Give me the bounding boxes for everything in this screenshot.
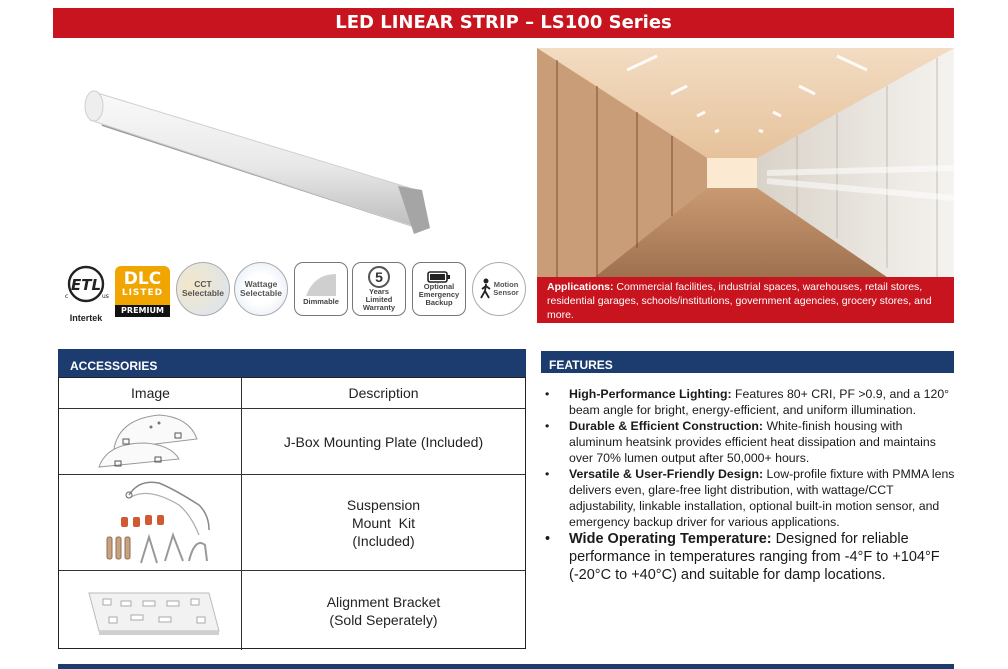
bullet-icon: • <box>545 531 551 547</box>
wattage-selectable-badge <box>234 262 288 316</box>
suspension-kit-line2: Mount Kit <box>351 514 415 531</box>
product-image <box>80 78 460 248</box>
suspension-kit-description <box>242 475 525 570</box>
column-header-image: Image <box>131 385 170 401</box>
feature-item <box>545 466 955 530</box>
dimmable-badge <box>294 262 348 316</box>
feature-text: Designed for reliable performance in temperatures ranging from -4°F to +104°F (-20°C to +40°C) and suitable for damp locations. <box>569 531 940 583</box>
features-list <box>545 386 955 584</box>
wattage-selectable-label: Selectable <box>239 288 283 298</box>
table-row <box>59 474 525 570</box>
motion-label: Motion <box>493 279 519 289</box>
feature-title: Durable & Efficient Construction: <box>569 419 764 433</box>
badge-row <box>60 262 530 322</box>
backup-line2: Emergency <box>418 290 460 300</box>
backup-line3: Backup <box>425 297 453 307</box>
feature-title: Wide Operating Temperature: <box>569 531 772 547</box>
alignment-bracket-description <box>242 571 525 650</box>
bullet-icon: • <box>545 387 550 401</box>
svg-text:ETL: ETL <box>70 276 102 294</box>
suspension-kit-line3: (Included) <box>352 532 415 549</box>
feature-text: Low-profile fixture with PMMA lens delivers even, glare-free light distribution, with wattage/CCT adjustability, linkable installation, optional built-in motion sensor, and emergency backup driver for various applications. <box>569 467 955 529</box>
suspension-kit-line1: Suspension <box>346 496 421 513</box>
wattage-label: Wattage <box>244 278 278 289</box>
dlc-listed-text: LISTED <box>121 288 164 298</box>
dlc-premium-text: PREMIUM <box>115 305 170 317</box>
bottom-divider <box>58 664 954 669</box>
walking-person-icon <box>479 278 493 300</box>
accessories-header-row <box>59 378 525 408</box>
jbox-plate-description: J-Box Mounting Plate (Included) <box>283 433 484 450</box>
warranty-line3: Warranty <box>362 302 396 312</box>
table-row <box>59 570 525 650</box>
cct-label: CCT <box>194 278 212 289</box>
warranty-badge <box>352 262 406 316</box>
column-header-description: Description <box>348 385 419 401</box>
application-photo <box>537 48 954 323</box>
suspension-kit-image <box>59 475 242 570</box>
dlc-text: DLC <box>123 269 162 289</box>
alignment-bracket-line1: Alignment Bracket <box>326 593 441 610</box>
warranty-years-number: 5 <box>368 266 390 288</box>
etl-us-mark: us <box>102 293 109 300</box>
features-heading: FEATURES <box>541 351 954 373</box>
feature-item <box>545 418 955 466</box>
backup-line1: Optional <box>423 282 455 292</box>
applications-label: Applications: <box>547 281 614 293</box>
accessories-table <box>58 377 526 649</box>
sensor-label: Sensor <box>493 288 519 297</box>
feature-item <box>545 386 955 418</box>
intertek-label: Intertek <box>69 313 103 323</box>
motion-sensor-badge <box>472 262 526 316</box>
warranty-line1: Years <box>368 287 390 297</box>
etl-c-mark: c <box>65 293 69 300</box>
dimmable-label: Dimmable <box>303 297 339 307</box>
feature-title: High-Performance Lighting: <box>569 387 732 401</box>
feature-text: Features 80+ CRI, PF >0.9, and a 120° beam angle for bright, energy-efficient, and uniform illumination. <box>569 387 950 417</box>
alignment-bracket-image <box>59 571 242 650</box>
alignment-bracket-line2: (Sold Seperately) <box>329 611 438 628</box>
bullet-icon: • <box>545 467 550 481</box>
cct-selectable-label: Selectable <box>181 288 225 298</box>
etl-badge <box>60 264 112 323</box>
feature-text: White-finish housing with aluminum heatsink provides efficient heat dissipation and maintains over 70% lumen output after 50,000+ hours. <box>569 419 936 465</box>
dlc-badge <box>115 262 171 318</box>
jbox-plate-image <box>59 409 242 474</box>
emergency-backup-badge <box>412 262 466 316</box>
feature-title: Versatile & User-Friendly Design: <box>569 467 764 481</box>
table-row <box>59 408 525 474</box>
applications-text: Commercial facilities, industrial spaces, warehouses, retail stores, residential garages, schools/institutions, government agencies, grocery stores, and more. <box>547 281 932 321</box>
warranty-line2: Limited <box>365 295 393 305</box>
applications-caption <box>537 277 954 323</box>
cct-selectable-badge <box>176 262 230 316</box>
page-title: LED LINEAR STRIP – LS100 Series <box>53 8 954 38</box>
bullet-icon: • <box>545 419 550 433</box>
feature-item <box>545 530 955 584</box>
accessories-heading: ACCESSORIES <box>58 349 526 377</box>
dimmable-icon <box>304 272 338 298</box>
